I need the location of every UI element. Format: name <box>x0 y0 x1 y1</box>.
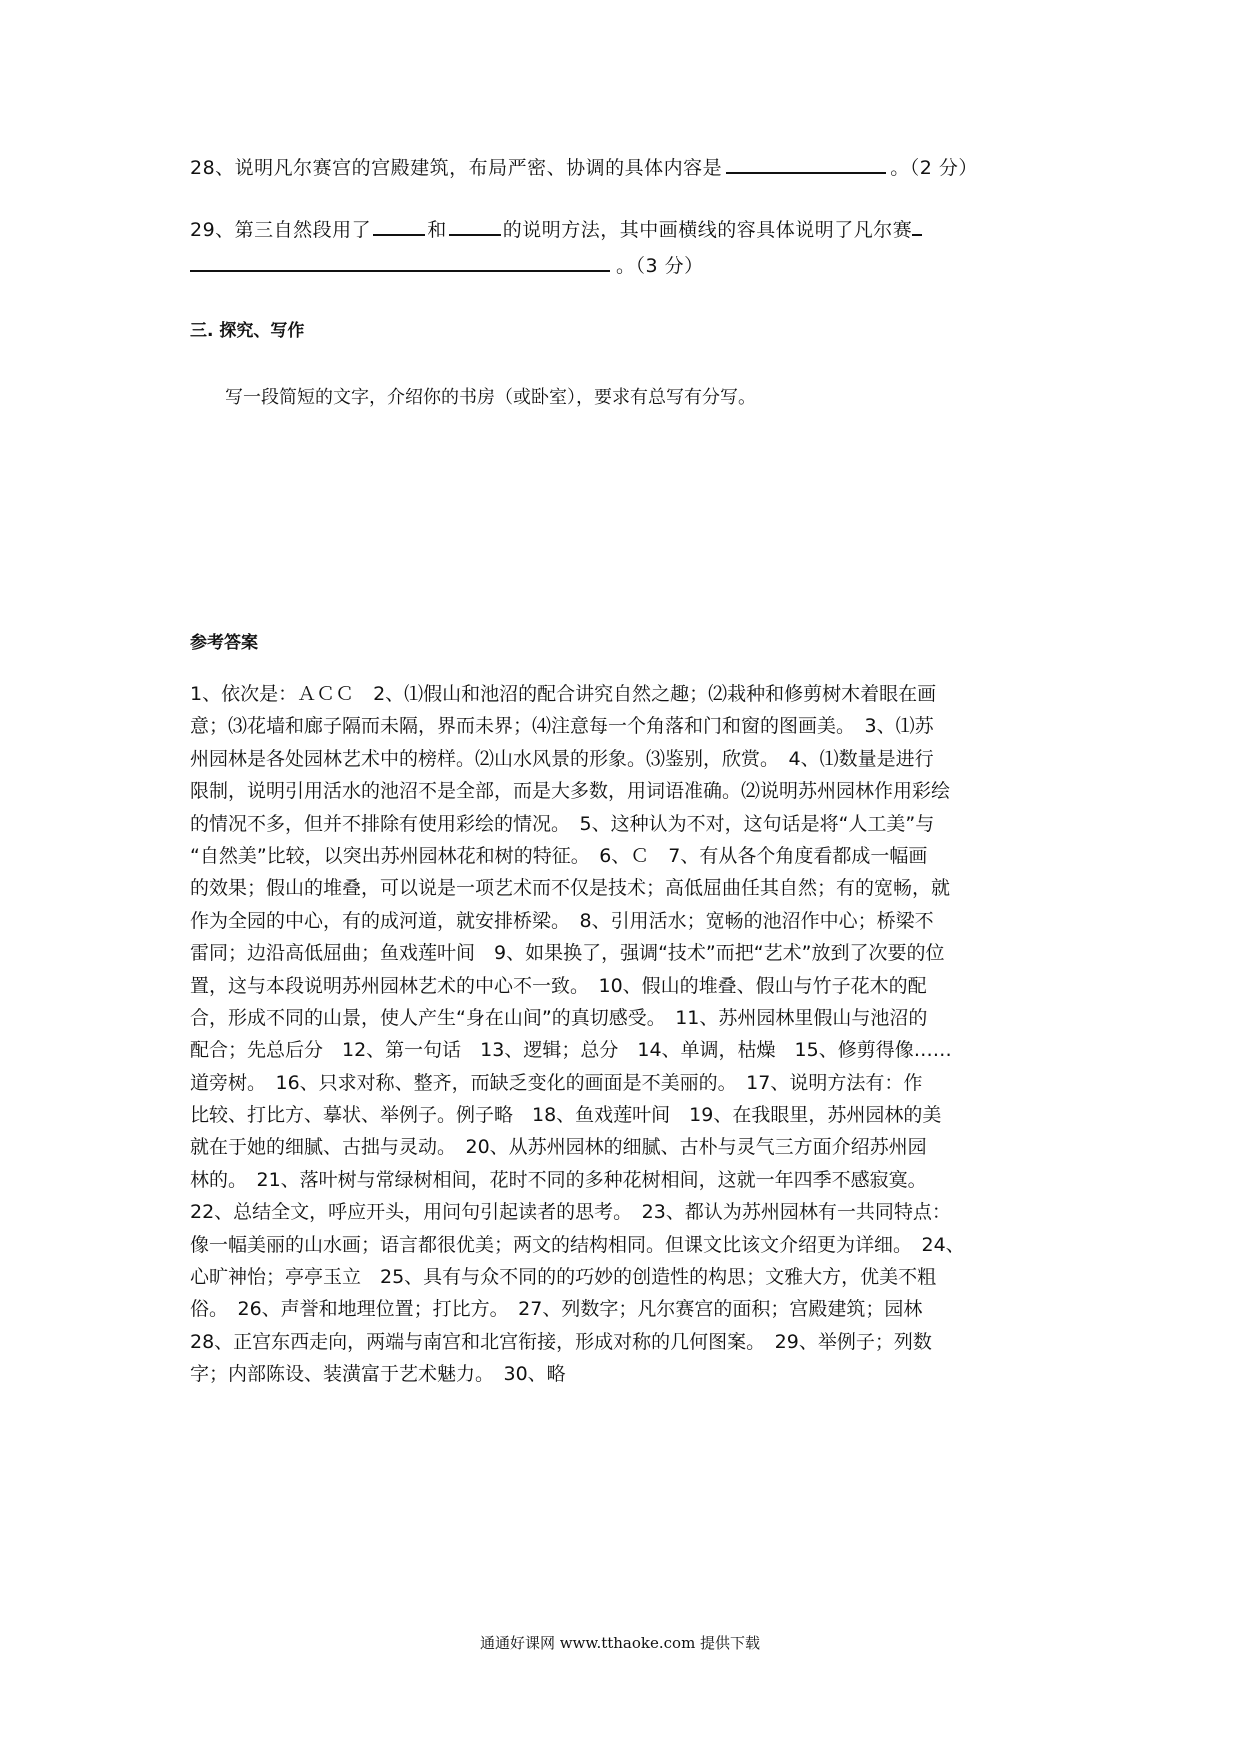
answer-line: 字；内部陈设、装潢富于艺术魅力。 30、略 <box>190 1363 566 1386</box>
question-28-suffix: 。（2 分） <box>890 157 978 179</box>
question-29-part-3: 的说明方法，其中画横线的容具体说明了凡尔赛 <box>502 219 913 241</box>
answer-line: “自然美”比较，以突出苏州园林花和树的特征。 6、Ｃ 7、有从各个角度看都成一幅画 <box>190 844 928 867</box>
answer-line: 林的。 21、落叶树与常绿树相间，花时不同的多种花树相间，这就一年四季不感寂寞。 <box>190 1168 927 1191</box>
answer-line: 就在于她的细腻、古拙与灵动。 20、从苏州园林的细腻、古朴与灵气三方面介绍苏州园 <box>190 1136 927 1159</box>
answer-line: 意；⑶花墙和廊子隔而未隔，界而未界；⑷注意每一个角落和门和窗的图画美。 3、⑴苏 <box>190 715 934 738</box>
answer-line: 雷同；边沿高低屈曲；鱼戏莲叶间 9、如果换了，强调“技术”而把“艺术”放到了次要的位 <box>190 942 945 965</box>
page-footer: 通通好课网 www.tthaoke.com 提供下载 <box>479 1634 761 1652</box>
answer-line: 作为全园的中心，有的成河道，就安排桥梁。 8、引用活水；宽畅的池沼作中心；桥梁不 <box>190 909 934 932</box>
answer-line: 的效果；假山的堆叠，可以说是一项艺术而不仅是技术；高低屈曲任其自然；有的宽畅，就 <box>190 877 951 900</box>
question-29-part-1: 29、第三自然段用了 <box>190 219 372 241</box>
answer-line: 限制，说明引用活水的池沼不是全部，而是大多数，用词语准确。⑵说明苏州园林作用彩绘 <box>190 780 951 803</box>
question-29-suffix: 。（3 分） <box>616 255 704 277</box>
answer-line: 比较、打比方、摹状、举例子。例子略 18、鱼戏莲叶间 19、在我眼里，苏州园林的美 <box>190 1104 942 1127</box>
answer-blank[interactable] <box>726 152 886 174</box>
answers-heading: 参考答案 <box>190 633 258 653</box>
answers-body <box>190 678 1070 1391</box>
answer-line: 像一幅美丽的山水画；语言都很优美；两文的结构相同。但课文比该文介绍更为详细。 24、 <box>190 1233 965 1256</box>
answer-line: 配合；先总后分 12、第一句话 13、逻辑；总分 14、单调，枯燥 15、修剪得像…… <box>190 1039 952 1062</box>
answer-blank[interactable] <box>190 250 610 272</box>
section-heading: 三. 探究、写作 <box>190 321 305 341</box>
question-28 <box>190 152 978 182</box>
answer-line: 合，形成不同的山景，使人产生“身在山间”的真切感受。 11、苏州园林里假山与池沼的 <box>190 1006 928 1029</box>
answer-line: 俗。 26、声誉和地理位置；打比方。 27、列数字；凡尔赛宫的面积；宫殿建筑；园林 <box>190 1298 923 1321</box>
question-28-text: 28、说明凡尔赛宫的宫殿建筑，布局严密、协调的具体内容是 <box>190 157 723 179</box>
answer-line: 心旷神怡；亭亭玉立 25、具有与众不同的的巧妙的创造性的构思；文雅大方，优美不粗 <box>190 1266 937 1289</box>
question-29-line-2 <box>190 250 704 280</box>
writing-prompt: 写一段简短的文字，介绍你的书房（或卧室），要求有总写有分写。 <box>225 387 756 408</box>
answer-line: 道旁树。 16、只求对称、整齐，而缺乏变化的画面是不美丽的。 17、说明方法有：作 <box>190 1071 923 1094</box>
answer-line: 州园林是各处园林艺术中的榜样。⑵山水风景的形象。⑶鉴别，欣赏。 4、⑴数量是进行 <box>190 747 934 770</box>
answer-line: 22、总结全文，呼应开头，用问句引起读者的思考。 23、都认为苏州园林有一共同特点： <box>190 1201 951 1224</box>
answer-blank[interactable] <box>912 214 922 236</box>
answer-line: 28、正宫东西走向，两端与南宫和北宫衔接，形成对称的几何图案。 29、举例子；列数 <box>190 1330 932 1353</box>
answer-line: 置，这与本段说明苏州园林艺术的中心不一致。 10、假山的堆叠、假山与竹子花木的配 <box>190 974 927 997</box>
answer-line: 的情况不多，但并不排除有使用彩绘的情况。 5、这种认为不对，这句话是将“人工美”与 <box>190 812 935 835</box>
answer-blank[interactable] <box>373 214 425 236</box>
answer-line: 1、依次是：ＡＣＣ 2、⑴假山和池沼的配合讲究自然之趣；⑵栽种和修剪树木着眼在画 <box>190 683 937 705</box>
answer-blank[interactable] <box>449 214 501 236</box>
question-29-part-2: 和 <box>427 219 447 241</box>
question-29-line-1 <box>190 214 922 244</box>
